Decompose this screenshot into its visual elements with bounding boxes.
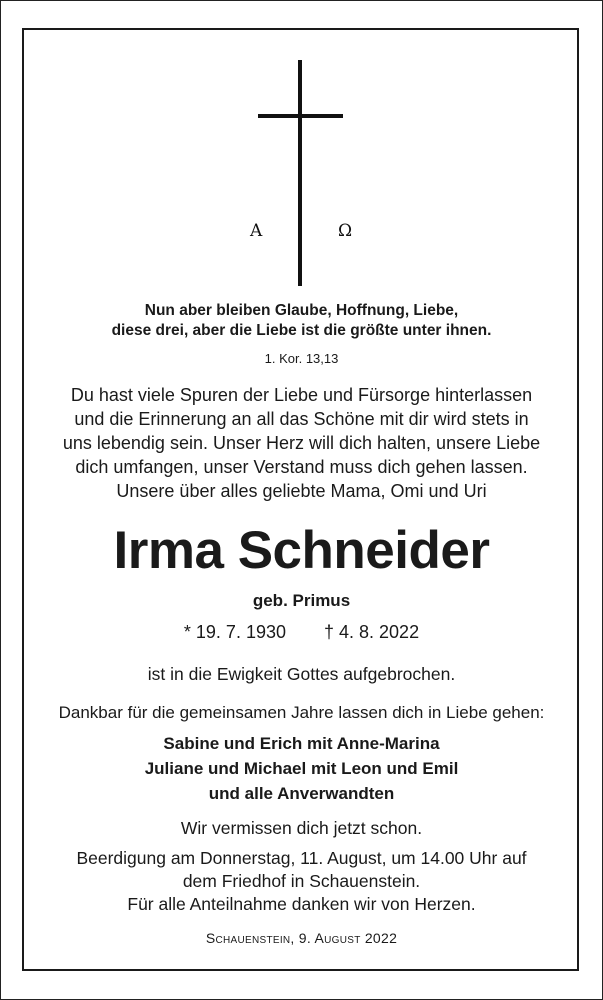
miss-text: Wir vermissen dich jetzt schon. — [180, 818, 423, 838]
memorial-line: und die Erinnerung an all das Schöne mit dir wird stets in — [74, 409, 529, 429]
cross-bar — [258, 114, 343, 118]
memorial-line: Du hast viele Spuren der Liebe und Fürsorge hinterlassen — [70, 385, 533, 405]
bible-verse — [0, 301, 603, 341]
funeral-line: Beerdigung am Donnerstag, 11. August, um 14.00 Uhr auf — [76, 848, 527, 868]
deceased-name: Irma Schneider — [113, 521, 490, 580]
mourner-line: Sabine und Erich mit Anne-Marina — [163, 734, 440, 753]
alpha-symbol: Α — [250, 221, 263, 241]
verse-reference: 1. Kor. 13,13 — [264, 351, 339, 366]
memorial-line: uns lebendig sein. Unser Herz will dich halten, unsere Liebe — [62, 433, 541, 453]
verse-line: diese drei, aber die Liebe ist die größte unter ihnen. — [111, 322, 492, 339]
memorial-line: Unsere über alles geliebte Mama, Omi und Uri — [116, 481, 487, 501]
funeral-line: Für alle Anteilnahme danken wir von Herzen. — [127, 894, 476, 914]
birth-date: * 19. 7. 1930 — [183, 622, 286, 642]
funeral-line: dem Friedhof in Schauenstein. — [182, 871, 421, 891]
funeral-details — [0, 847, 603, 916]
grateful-text: Dankbar für die gemeinsamen Jahre lassen dich in Liebe gehen: — [58, 703, 545, 722]
maiden-name: geb. Primus — [252, 591, 351, 610]
verse-line: Nun aber bleiben Glaube, Hoffnung, Liebe, — [144, 302, 459, 319]
memorial-line: dich umfangen, unser Verstand muss dich gehen lassen. — [75, 457, 528, 477]
omega-symbol: Ω — [338, 221, 353, 241]
place-and-date: Schauenstein, 9. August 2022 — [205, 930, 398, 946]
life-dates — [0, 622, 603, 643]
latin-cross-icon — [298, 60, 302, 286]
death-date: † 4. 8. 2022 — [324, 622, 420, 642]
mourner-line: und alle Anverwandten — [208, 784, 395, 803]
departed-text: ist in die Ewigkeit Gottes aufgebrochen. — [147, 664, 456, 684]
mourner-line: Juliane und Michael mit Leon und Emil — [144, 759, 459, 778]
memorial-text — [0, 383, 603, 503]
mourners-list — [0, 731, 603, 806]
